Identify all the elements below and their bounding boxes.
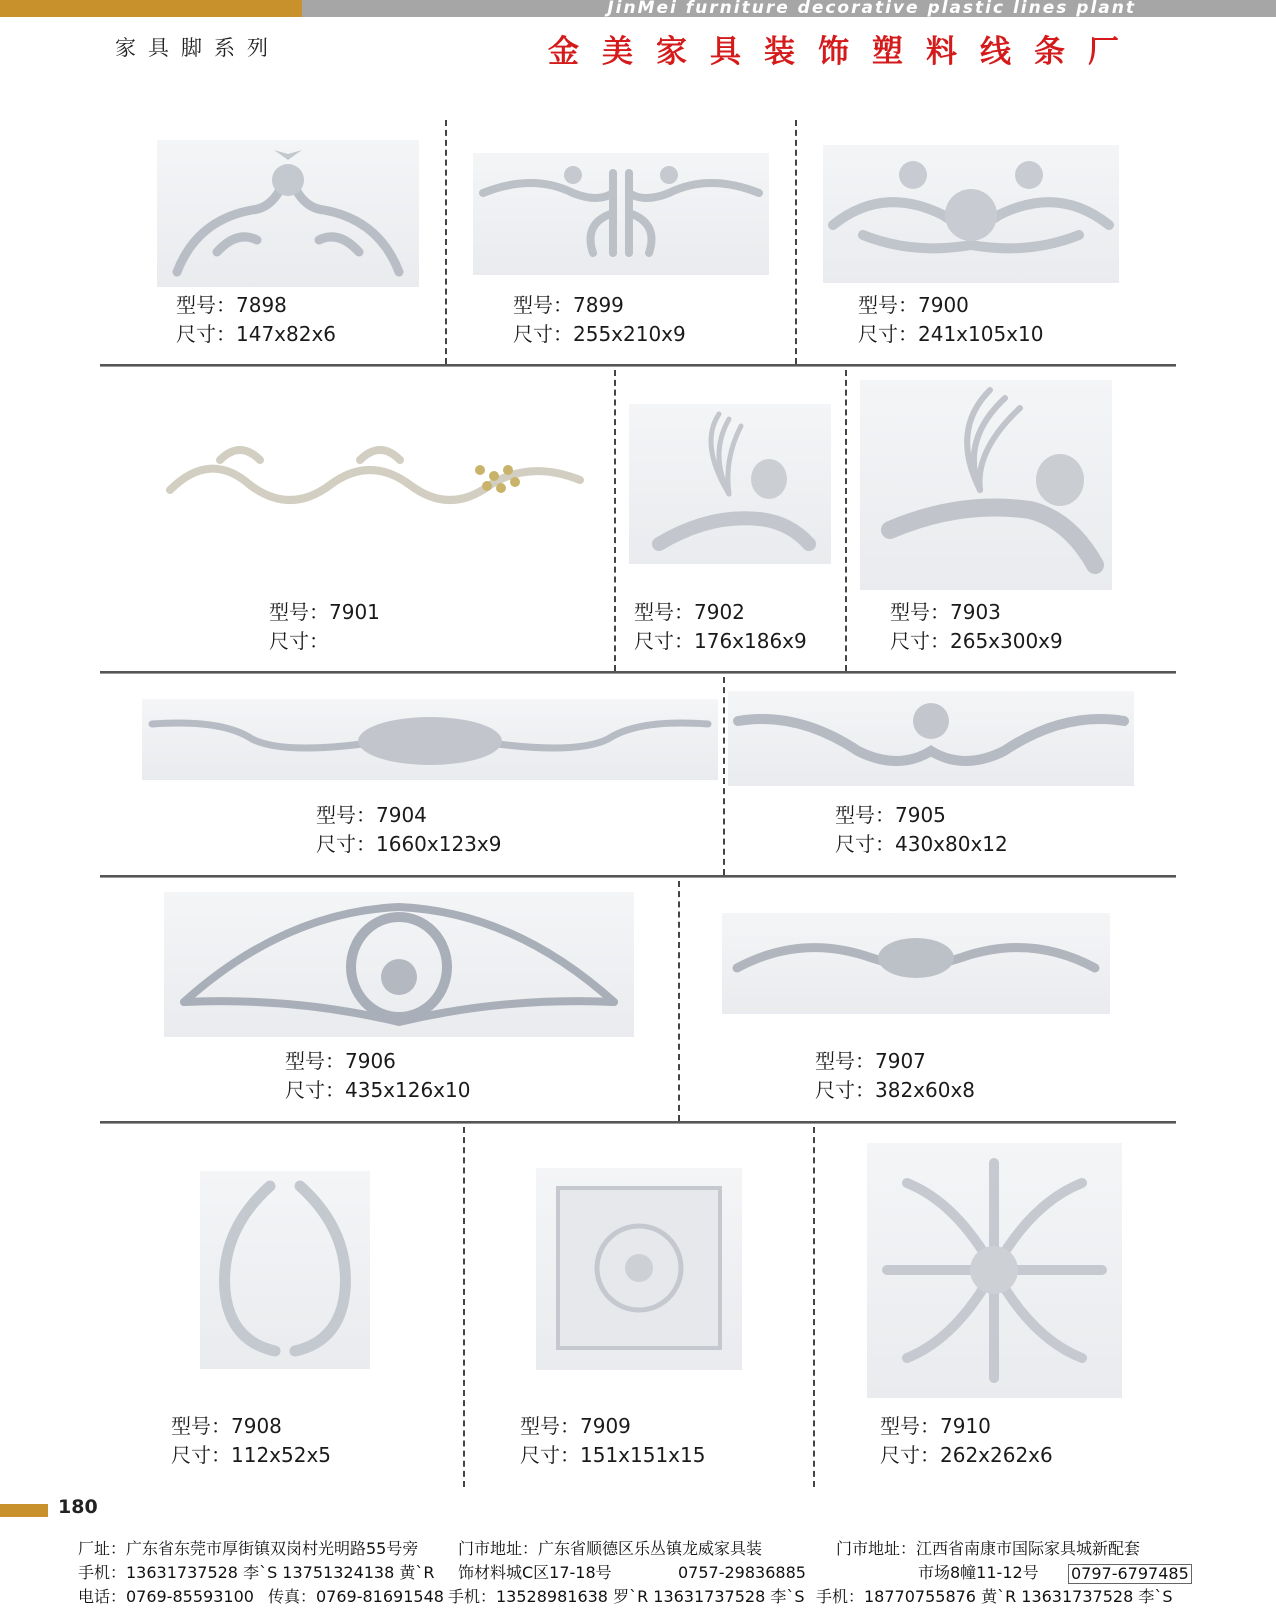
product-image-7898 [157,140,419,287]
model-number: 7907 [875,1049,926,1073]
model-number: 7909 [580,1414,631,1438]
product-image-7910 [867,1143,1122,1398]
model-number: 7905 [895,803,946,827]
product-size: 147x82x6 [236,322,337,346]
model-number: 7899 [573,293,624,317]
row-divider [100,364,1176,367]
model-number: 7908 [231,1414,282,1438]
product-image-7903 [860,380,1112,590]
product-caption: 型号：7906 尺寸：435x126x10 [285,1049,471,1102]
model-number: 7898 [236,293,287,317]
page-number: 180 [58,1496,98,1518]
row-divider [100,671,1176,674]
footer-row [78,1537,1268,1561]
contact-footer [78,1537,1268,1609]
model-number: 7906 [345,1049,396,1073]
product-size: 382x60x8 [875,1078,976,1102]
product-caption: 型号：7902 尺寸：176x186x9 [634,600,807,653]
column-divider [813,1127,815,1487]
product-size: 151x151x15 [580,1443,706,1467]
column-divider [463,1127,465,1487]
footer-row [78,1561,1268,1585]
product-size: 430x80x12 [895,832,1008,856]
column-divider [445,120,447,364]
product-size: 265x300x9 [950,629,1063,653]
store-mobile-shunde: 手机：13528981638 罗`R 13631737528 李`S [448,1587,805,1606]
store-address-shunde-cont: 饰材料城C区17-18号 [458,1563,612,1582]
product-image-7905 [728,691,1134,786]
product-size: 435x126x10 [345,1078,471,1102]
product-size: 262x262x6 [940,1443,1053,1467]
product-caption: 型号：7900 尺寸：241x105x10 [858,293,1044,346]
store-phone-nankang: 0797-6797485 [1068,1564,1192,1584]
product-caption: 型号：7899 尺寸：255x210x9 [513,293,686,346]
store-address-nankang: 门市地址：江西省南康市国际家具城新配套 [836,1539,1141,1558]
product-caption: 型号：7904 尺寸：1660x123x9 [316,803,502,856]
column-divider [845,370,847,671]
product-size: 1660x123x9 [376,832,502,856]
product-caption: 型号：7901 尺寸： [269,600,380,653]
model-number: 7910 [940,1414,991,1438]
product-image-7906 [164,892,634,1037]
product-image-7899 [473,153,769,275]
column-divider [795,120,797,364]
product-size: 241x105x10 [918,322,1044,346]
product-size: 176x186x9 [694,629,807,653]
footer-row [78,1585,1268,1609]
factory-phone: 电话：0769-85593100 [78,1587,254,1606]
header-gold-bar [0,0,302,17]
product-size: 255x210x9 [573,322,686,346]
product-caption: 型号：7908 尺寸：112x52x5 [171,1414,332,1467]
factory-fax: 传真：0769-81691548 [268,1587,444,1606]
column-divider [678,881,680,1121]
row-divider [100,875,1176,878]
row-divider [100,1121,1176,1124]
product-caption: 型号：7898 尺寸：147x82x6 [176,293,337,346]
product-image-7900 [823,145,1119,283]
column-divider [614,370,616,671]
column-divider [723,677,725,875]
product-image-7901 [160,430,600,530]
product-image-7902 [629,404,831,564]
product-image-7907 [722,913,1110,1014]
english-title: JinMei furniture decorative plastic lines plant [607,0,1136,18]
store-mobile-nankang: 手机：18770755876 黄`R 13631737528 李`S [816,1587,1173,1606]
company-name: 金美家具装饰塑料线条厂 [548,34,1142,70]
factory-address: 厂址：广东省东莞市厚街镇双岗村光明路55号旁 [78,1539,419,1558]
model-number: 7900 [918,293,969,317]
product-size: 112x52x5 [231,1443,332,1467]
model-number: 7903 [950,600,1001,624]
page-number-bar [0,1504,48,1517]
model-number: 7902 [694,600,745,624]
store-address-shunde: 门市地址：广东省顺德区乐丛镇龙威家具装 [458,1539,763,1558]
product-image-7904 [142,699,718,780]
product-image-7908 [200,1171,370,1369]
factory-mobile: 手机：13631737528 李`S 13751324138 黄`R [78,1563,435,1582]
model-number: 7904 [376,803,427,827]
product-caption: 型号：7907 尺寸：382x60x8 [815,1049,976,1102]
product-caption: 型号：7910 尺寸：262x262x6 [880,1414,1053,1467]
product-caption: 型号：7903 尺寸：265x300x9 [890,600,1063,653]
series-title: 家具脚系列 [115,36,280,60]
model-number: 7901 [329,600,380,624]
product-caption: 型号：7909 尺寸：151x151x15 [520,1414,706,1467]
store-phone-shunde: 0757-29836885 [678,1563,806,1582]
store-address-nankang-cont: 市场8幢11-12号 [918,1563,1039,1582]
product-caption: 型号：7905 尺寸：430x80x12 [835,803,1008,856]
product-image-7909 [536,1168,742,1370]
